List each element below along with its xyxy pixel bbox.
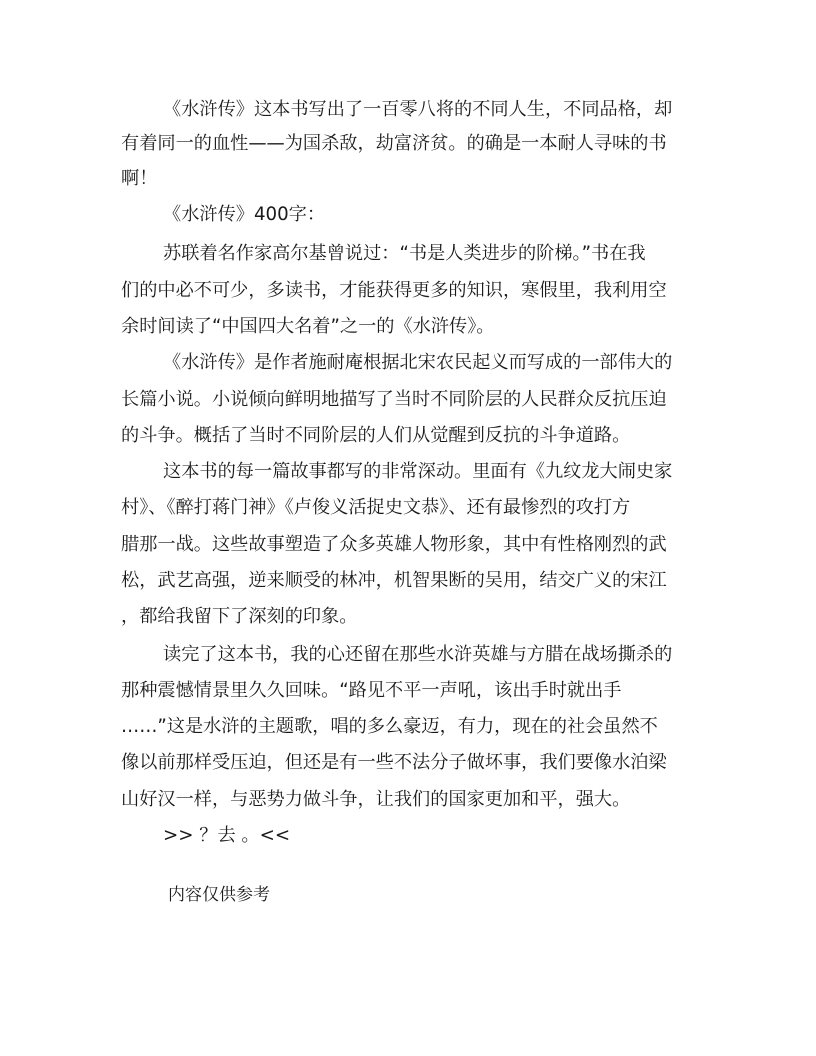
- paragraph-1-line-2: 有着同一的血性——为国杀敌，劫富济贫。的确是一本耐人寻味的书: [121, 133, 667, 154]
- paragraph-3-line-3: 余时间读了“中国四大名着”之一的《水浒传》。: [121, 316, 495, 337]
- paragraph-6-line-5: 山好汉一样，与恶势力做斗争，让我们的国家更加和平，强大。: [121, 789, 631, 810]
- paragraph-4-line-2: 长篇小说。小说倾向鲜明地描写了当时不同阶层的人民群众反抗压迫: [121, 389, 667, 410]
- paragraph-5-line-1: 这本书的每一篇故事都写的非常深动。里面有《九纹龙大闹史家: [163, 461, 673, 482]
- paragraph-4-line-1: 《水浒传》是作者施耐庵根据北宋农民起义而写成的一部伟大的: [163, 352, 673, 373]
- paragraph-6-line-3: ……”这是水浒的主题歌，唱的多么豪迈，有力，现在的社会虽然不: [121, 716, 658, 737]
- paragraph-7-line-1: >> ？去 。<<: [163, 825, 291, 846]
- paragraph-5-line-3: 腊那一战。这些故事塑造了众多英雄人物形象，其中有性格刚烈的武: [121, 534, 667, 555]
- paragraph-3-line-1: 苏联着名作家高尔基曾说过：“书是人类进步的阶梯。”书在我: [163, 243, 646, 264]
- paragraph-5-line-2: 村》、《醉打蒋门神》《卢俊义活捉史文恭》、还有最惨烈的攻打方: [121, 497, 631, 518]
- paragraph-6-line-4: 像以前那样受压迫，但还是有一些不法分子做坏事，我们要像水泊梁: [121, 752, 667, 773]
- paragraph-5-line-5: ，都给我留下了深刻的印象。: [121, 606, 358, 627]
- paragraph-6-line-1: 读完了这本书，我的心还留在那些水浒英雄与方腊在战场撕杀的: [163, 644, 673, 665]
- paragraph-5-line-4: 松，武艺高强，逆来顺受的林冲，机智果断的吴用，结交广义的宋江: [121, 570, 667, 591]
- paragraph-1-line-1: 《水浒传》这本书写出了一百零八将的不同人生，不同品格，却: [163, 99, 673, 120]
- paragraph-3-line-2: 们的中必不可少，多读书，才能获得更多的知识，寒假里，我利用空: [121, 280, 667, 301]
- footer-note: 内容仅供参考: [168, 885, 270, 905]
- paragraph-4-line-3: 的斗争。概括了当时不同阶层的人们从觉醒到反抗的斗争道路。: [121, 425, 631, 446]
- paragraph-2-line-1: 《水浒传》400字：: [163, 204, 326, 225]
- paragraph-6-line-2: 那种震憾情景里久久回味。“路见不平一声吼，该出手时就出手: [121, 680, 622, 701]
- paragraph-1-line-3: 啊！: [121, 168, 158, 189]
